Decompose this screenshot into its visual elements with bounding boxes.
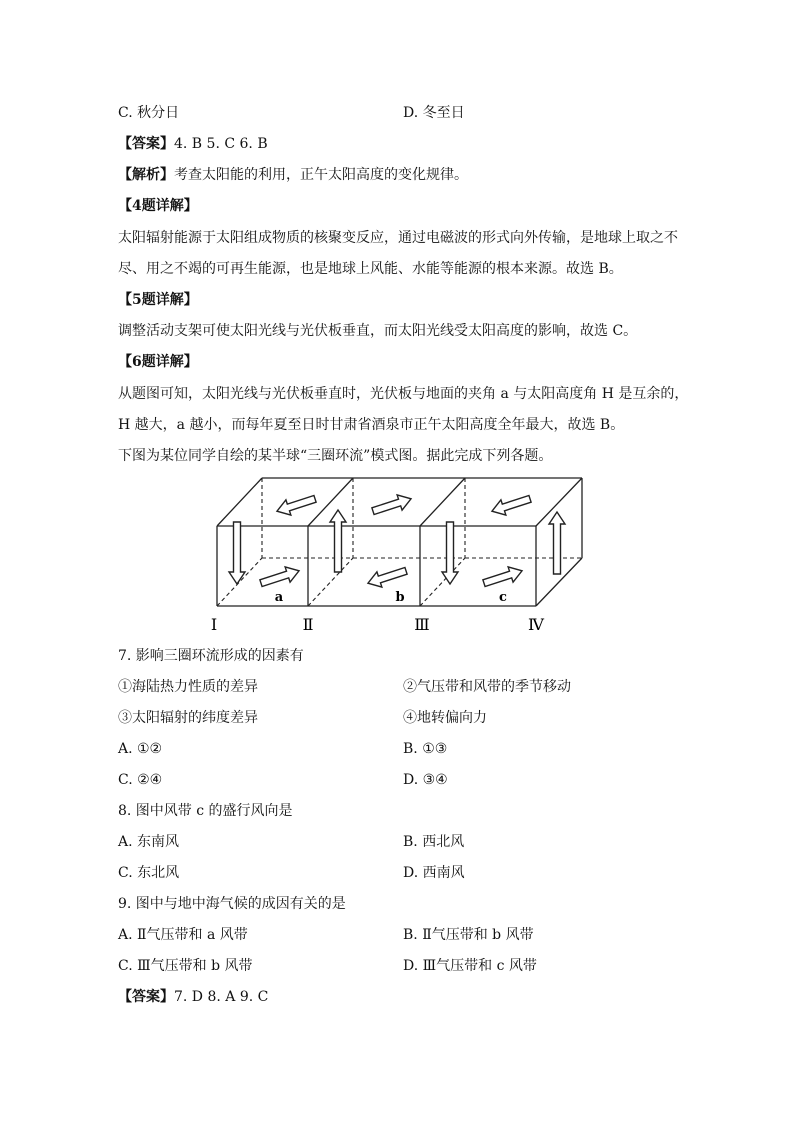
q9-stem: 9. 图中与地中海气候的成因有关的是 (118, 896, 346, 912)
cell-label-b: b (395, 590, 405, 605)
analysis-tag: 【解析】 (118, 167, 174, 183)
arrow-bottom-right-eastward (482, 563, 525, 591)
arrow-bottom-middle-westward (366, 563, 409, 591)
q6-detail-line1: 从题图可知，太阳光线与光伏板垂直时，光伏板与地面的夹角 a 与太阳高度角 H 是互余的， (118, 386, 689, 402)
q4-detail-heading: 【4题详解】 (118, 198, 198, 214)
q6-detail-line2: H 越大，a 越小，而每年夏至日时甘肃省酒泉市正午太阳高度全年最大，故选 B。 (118, 417, 625, 433)
arrow-descending-left (229, 522, 245, 584)
analysis-text: 考查太阳能的利用，正午太阳高度的变化规律。 (174, 167, 468, 183)
answer-7-9 (118, 987, 268, 1007)
three-cell-circulation-diagram (200, 474, 600, 636)
q7-option-d: D. ③④ (403, 772, 448, 788)
q7-statement-1: ①海陆热力性质的差异 (118, 679, 258, 695)
q5-detail-line1: 调整活动支架可使太阳光线与光伏板垂直，而太阳光线受太阳高度的影响，故选 C。 (118, 323, 638, 339)
answer-text: 7. D 8. A 9. C (174, 989, 269, 1005)
arrow-rising-middle-left (330, 510, 346, 572)
q8-option-d: D. 西南风 (403, 865, 465, 881)
intro-text: 下图为某位同学自绘的某半球“三圈环流”模式图。据此完成下列各题。 (118, 448, 553, 464)
answer-4-6 (118, 134, 268, 154)
q6-option-c: C. 秋分日 (118, 105, 180, 121)
q7-option-c: C. ②④ (118, 772, 163, 788)
q8-option-c: C. 东北风 (118, 865, 180, 881)
roman-label-4: Ⅳ (528, 615, 544, 634)
q7-statement-3: ③太阳辐射的纬度差异 (118, 710, 258, 726)
q9-option-b: B. Ⅱ气压带和 b 风带 (403, 927, 534, 943)
answer-tag: 【答案】 (118, 136, 174, 152)
q7-statement-4: ④地转偏向力 (403, 710, 487, 726)
q9-option-d: D. Ⅲ气压带和 c 风带 (403, 958, 537, 974)
arrow-top-middle-eastward (371, 491, 414, 519)
q6-option-d: D. 冬至日 (403, 105, 465, 121)
q5-detail-heading: 【5题详解】 (118, 292, 198, 308)
answer-text: 4. B 5. C 6. B (174, 136, 268, 152)
cell-label-a: a (274, 590, 284, 605)
analysis (118, 165, 468, 185)
roman-label-1: Ⅰ (210, 615, 218, 634)
q7-option-b: B. ①③ (403, 741, 448, 757)
q8-option-a: A. 东南风 (118, 834, 180, 850)
q4-detail-line1: 太阳辐射能源于太阳组成物质的核聚变反应，通过电磁波的形式向外传输，是地球上取之不 (118, 230, 678, 246)
q7-stem: 7. 影响三圈环流形成的因素有 (118, 648, 304, 664)
arrow-bottom-left-eastward (259, 563, 302, 591)
cell-label-c: c (499, 590, 507, 605)
q7-option-a: A. ①② (118, 741, 163, 757)
arrow-rising-right (549, 512, 565, 574)
arrow-top-right-westward (490, 491, 533, 519)
q9-option-c: C. Ⅲ气压带和 b 风带 (118, 958, 253, 974)
answer-tag: 【答案】 (118, 989, 174, 1005)
q9-option-a: A. Ⅱ气压带和 a 风带 (118, 927, 248, 943)
q4-detail-line2: 尽、用之不竭的可再生能源，也是地球上风能、水能等能源的根本来源。故选 B。 (118, 261, 623, 277)
roman-label-3: Ⅲ (414, 615, 430, 634)
q7-statement-2: ②气压带和风带的季节移动 (403, 679, 571, 695)
arrow-descending-middle-right (442, 522, 458, 584)
q6-detail-heading: 【6题详解】 (118, 354, 198, 370)
q8-stem: 8. 图中风带 c 的盛行风向是 (118, 803, 293, 819)
q8-option-b: B. 西北风 (403, 834, 465, 850)
roman-label-2: Ⅱ (302, 615, 314, 634)
arrow-top-left-westward (275, 491, 318, 519)
